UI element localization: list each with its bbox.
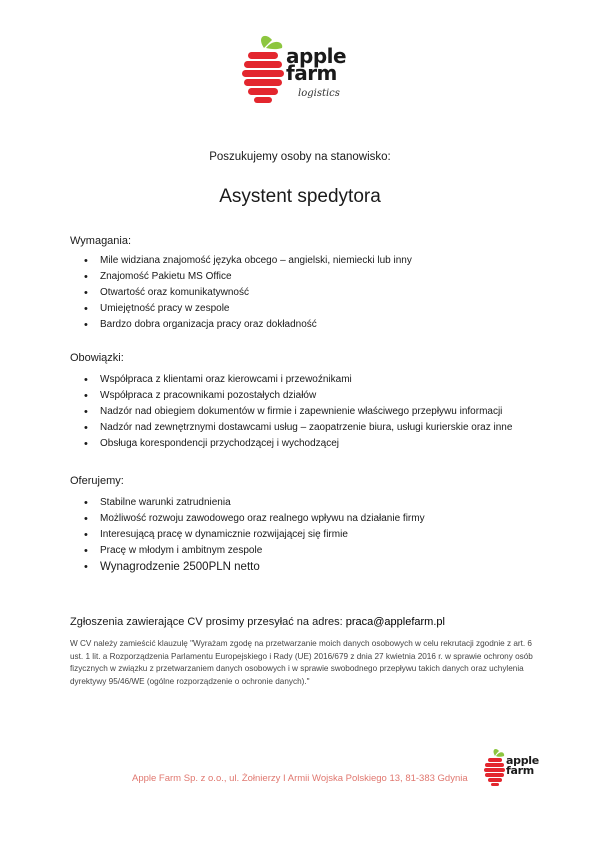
company-logo	[236, 34, 376, 110]
logo-brand	[286, 44, 347, 85]
footer-brand-line1: apple	[506, 754, 539, 767]
list-item: • Współpraca z klientami oraz kierowcami i przewoźnikami	[78, 372, 512, 388]
job-title: Asystent spedytora	[219, 186, 381, 207]
offer-list	[78, 495, 425, 575]
list-item: • Nadzór nad obiegiem dokumentów w firmie i zapewnienie właściwego przepływu informacji	[78, 404, 512, 420]
footer-brand-line2: farm	[506, 764, 534, 777]
list-item: • Wynagrodzenie 2500PLN netto	[78, 559, 425, 575]
list-item: • Nadzór nad zewnętrznymi dostawcami usług – zaopatrzenie biura, usługi kurierskie oraz inne	[78, 420, 512, 436]
intro-heading: Poszukujemy osoby na stanowisko:	[209, 151, 391, 163]
list-item: • Bardzo dobra organizacja pracy oraz dokładność	[78, 317, 412, 333]
contact-email[interactable]: praca@applefarm.pl	[345, 616, 445, 628]
requirements-list	[78, 253, 412, 333]
list-item: • Mile widziana znajomość języka obcego – angielski, niemiecki lub inny	[78, 253, 412, 269]
list-item: • Obsługa korespondencji przychodzącej i wychodzącej	[78, 436, 512, 452]
list-item: • Stabilne warunki zatrudnienia	[78, 495, 425, 511]
footer-address: Apple Farm Sp. z o.o., ul. Żołnierzy I Armii Wojska Polskiego 13, 81-383 Gdynia	[132, 773, 468, 784]
gdpr-clause: W CV należy zamieścić klauzulę "Wyrażam zgodę na przetwarzanie moich danych osobowych w celu rekrutacji zgodnie z art. 6 ust. 1 lit. a Rozporządzenia Parlamentu Europejskiego i Rady (UE) 2016/679 z dnia 27 kwietnia 2016 r. w sprawie ochrony osób fizycznych w związku z przetwarzaniem danych osobowych i w sprawie swobodnego przepływu takich danych oraz uchylenia dyrektywy 95/46/WE (ogólne rozporządzenie o ochronie danych)."	[70, 639, 533, 686]
duties-title: Obowiązki:	[70, 352, 124, 364]
logo-brand-line1: apple	[286, 44, 347, 68]
apple-logo-icon	[482, 748, 508, 788]
list-item: • Umiejętność pracy w zespole	[78, 301, 412, 317]
requirements-title: Wymagania:	[70, 235, 132, 247]
list-item: • Możliwość rozwoju zawodowego oraz realnego wpływu na działanie firmy	[78, 511, 425, 527]
list-item: • Otwartość oraz komunikatywność	[78, 285, 412, 301]
application-instructions	[70, 616, 445, 628]
footer-brand	[506, 756, 539, 776]
list-item: • Pracę w młodym i ambitnym zespole	[78, 543, 425, 559]
apple-logo-icon	[236, 34, 292, 110]
duties-list	[78, 372, 512, 452]
footer-logo	[482, 748, 554, 788]
offer-title: Oferujemy:	[70, 475, 124, 487]
list-item: • Współpraca z pracownikami pozostałych działów	[78, 388, 512, 404]
logo-subtitle: logistics	[298, 88, 340, 99]
list-item: • Znajomość Pakietu MS Office	[78, 269, 412, 285]
list-item: • Interesującą pracę w dynamicznie rozwijającej się firmie	[78, 527, 425, 543]
logo-brand-line2: farm	[286, 61, 337, 85]
application-text: Zgłoszenia zawierające CV prosimy przesyłać na adres:	[70, 616, 346, 628]
